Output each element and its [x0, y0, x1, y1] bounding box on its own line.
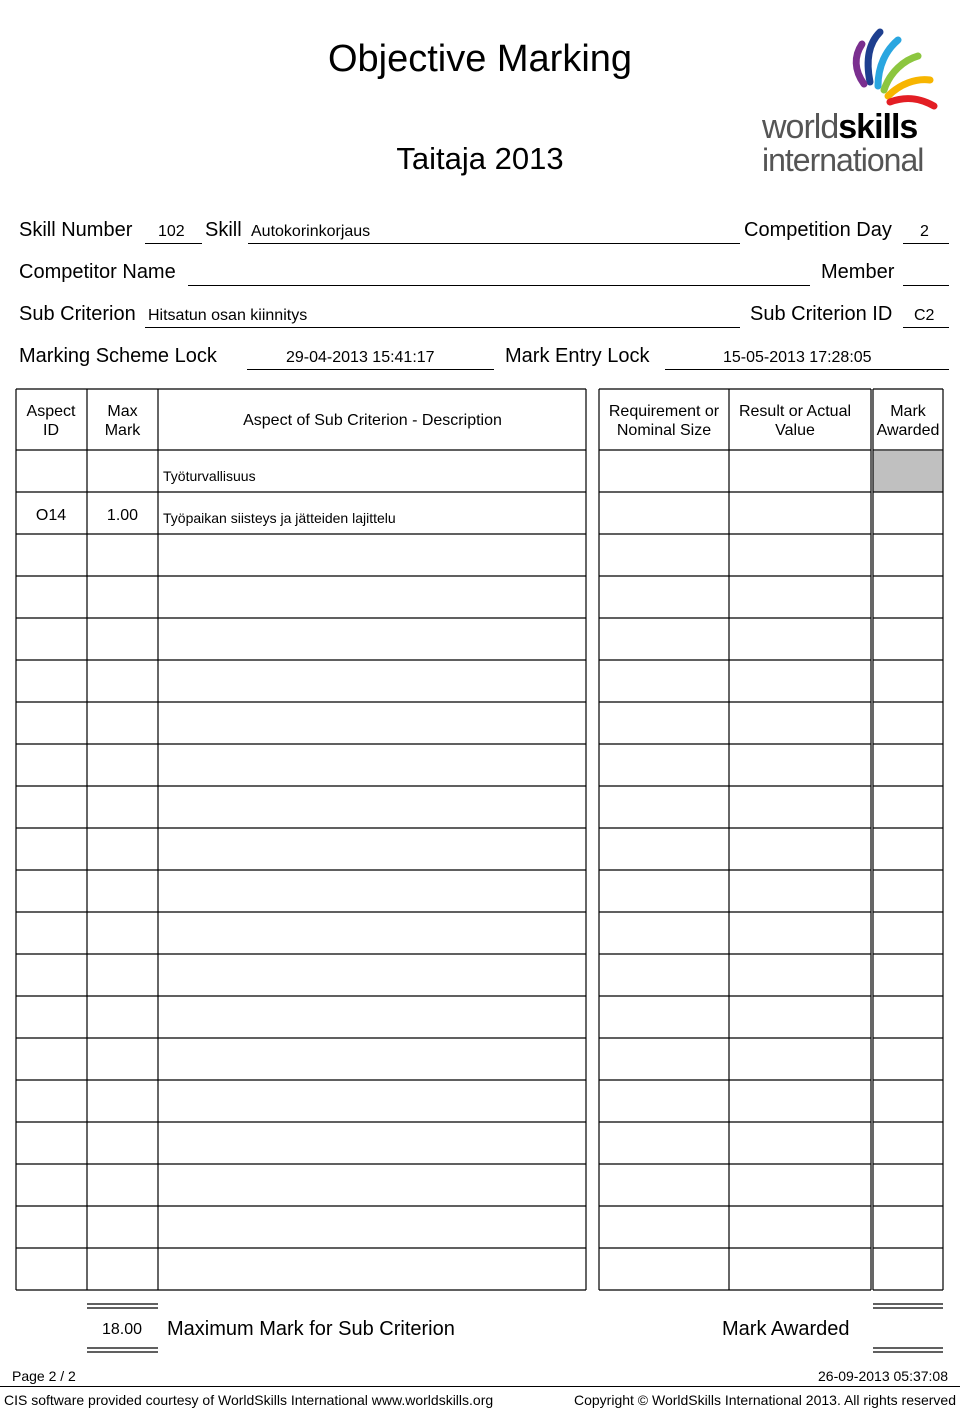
mark-entry-lock-label: Mark Entry Lock [505, 345, 650, 367]
max-total-value: 18.00 [102, 1321, 143, 1338]
header-result-line1: Result or Actual [738, 403, 852, 420]
logo-wordmark-line2: international [762, 142, 924, 178]
header-requirement [599, 402, 729, 440]
header-result-line2: Value [775, 422, 815, 439]
header-requirement-line2: Nominal Size [616, 422, 712, 439]
skill-number-value: 102 [158, 223, 185, 240]
header-result [730, 402, 860, 440]
sub-criterion-label: Sub Criterion [19, 303, 136, 325]
header-mark-awarded-line1: Mark [890, 403, 926, 420]
page-title: Objective Marking [327, 38, 633, 80]
max-total-label: Maximum Mark for Sub Criterion [167, 1318, 455, 1340]
sub-criterion-value: Hitsatun osan kiinnitys [148, 307, 308, 324]
footer-divider [0, 1386, 960, 1387]
header-requirement-line1: Requirement or [608, 403, 720, 420]
skill-number-label: Skill Number [19, 219, 133, 241]
marking-scheme-lock-label: Marking Scheme Lock [19, 345, 217, 367]
marking-scheme-lock-value: 29-04-2013 15:41:17 [286, 349, 435, 366]
row-max-mark: 1.00 [106, 507, 139, 524]
print-timestamp: 26-09-2013 05:37:08 [818, 1368, 948, 1384]
software-credit: CIS software provided courtesy of WorldSkills International www.worldskills.org [4, 1392, 494, 1408]
header-mark-awarded [873, 402, 943, 440]
event-title: Taitaja 2013 [396, 141, 564, 176]
header-aspect-id-line2: ID [43, 422, 59, 439]
page-number: Page 2 / 2 [12, 1368, 76, 1384]
skill-label: Skill [205, 219, 242, 241]
header-max-mark-line2: Mark [104, 422, 141, 439]
member-label: Member [821, 261, 895, 283]
header-aspect-id-line1: Aspect [26, 403, 76, 420]
competition-day-label: Competition Day [744, 219, 892, 241]
sub-criterion-id-label: Sub Criterion ID [750, 303, 893, 325]
row-aspect-id: O14 [35, 507, 67, 524]
header-mark-awarded-line2: Awarded [876, 422, 940, 439]
mark-entry-lock-value: 15-05-2013 17:28:05 [723, 349, 872, 366]
copyright-notice: Copyright © WorldSkills International 2013. All rights reserved [573, 1392, 956, 1408]
grid-lines [16, 389, 943, 1352]
competitor-name-label: Competitor Name [19, 261, 176, 283]
section-title: Työturvallisuus [163, 468, 256, 484]
header-aspect-id [16, 402, 86, 440]
mark-awarded-label: Mark Awarded [722, 1318, 850, 1340]
header-description: Aspect of Sub Criterion - Description [243, 412, 502, 429]
row-description: Työpaikan siisteys ja jätteiden lajittelu [163, 510, 396, 526]
logo-word-light: world [762, 108, 839, 146]
header-max-mark-line1: Max [107, 403, 138, 420]
logo-word-bold: skills [838, 108, 918, 146]
competition-day-value: 2 [920, 223, 929, 240]
sub-criterion-id-value: C2 [914, 307, 935, 324]
skill-name-value: Autokorinkorjaus [251, 223, 371, 240]
header-max-mark [87, 402, 158, 440]
shaded-awarded-cell [873, 451, 943, 492]
